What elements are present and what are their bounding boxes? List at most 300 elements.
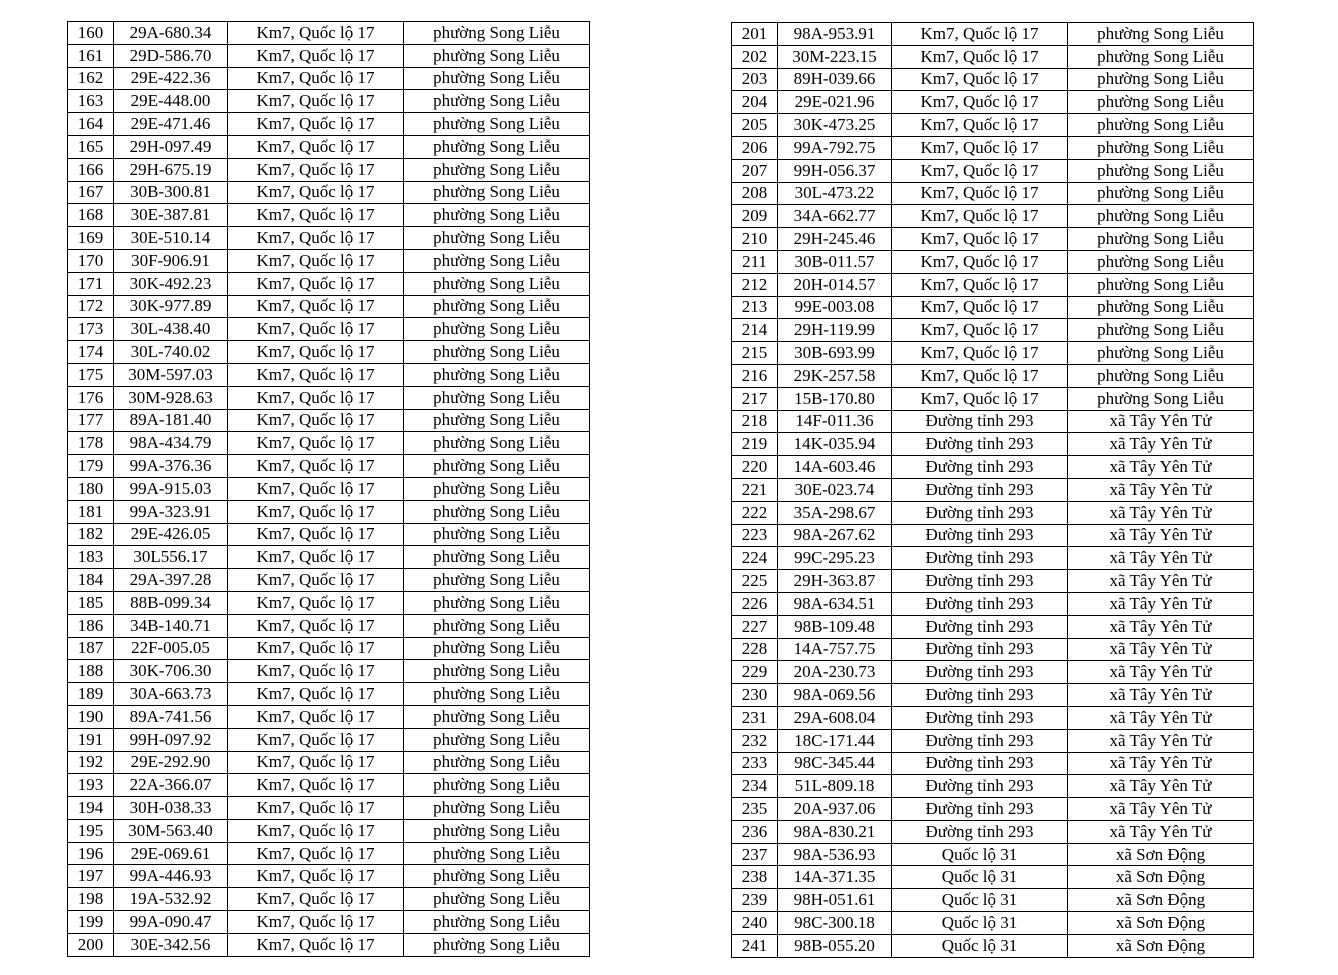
license-plate-cell: 34B-140.71 [114,614,228,637]
license-plate-cell: 29H-119.99 [778,319,892,342]
row-number-cell: 196 [68,842,114,865]
table-row [68,295,590,318]
ward-cell: phường Song Liễu [404,797,590,820]
location-cell: Km7, Quốc lộ 17 [228,295,404,318]
location-cell: Km7, Quốc lộ 17 [228,249,404,272]
table-row [732,912,1254,935]
license-plate-cell: 29E-471.46 [114,113,228,136]
location-cell: Đường tỉnh 293 [892,798,1068,821]
ward-cell: xã Tây Yên Tử [1068,547,1254,570]
table-row [68,865,590,888]
row-number-cell: 218 [732,410,778,433]
ward-cell: phường Song Liễu [1068,114,1254,137]
table-row [68,546,590,569]
table-row [68,523,590,546]
row-number-cell: 183 [68,546,114,569]
violation-table-right [731,22,1254,958]
table-row [732,342,1254,365]
license-plate-cell: 20H-014.57 [778,273,892,296]
ward-cell: phường Song Liễu [404,249,590,272]
ward-cell: phường Song Liễu [404,135,590,158]
row-number-cell: 209 [732,205,778,228]
ward-cell: phường Song Liễu [1068,205,1254,228]
license-plate-cell: 99E-003.08 [778,296,892,319]
license-plate-cell: 30M-928.63 [114,386,228,409]
ward-cell: phường Song Liễu [404,911,590,934]
location-cell: Km7, Quốc lộ 17 [892,182,1068,205]
location-cell: Km7, Quốc lộ 17 [228,683,404,706]
ward-cell: xã Tây Yên Tử [1068,456,1254,479]
location-cell: Đường tỉnh 293 [892,456,1068,479]
ward-cell: phường Song Liễu [404,204,590,227]
license-plate-cell: 99A-792.75 [778,136,892,159]
row-number-cell: 226 [732,592,778,615]
ward-cell: phường Song Liễu [404,591,590,614]
row-number-cell: 192 [68,751,114,774]
table-row [68,569,590,592]
row-number-cell: 240 [732,912,778,935]
license-plate-cell: 19A-532.92 [114,888,228,911]
location-cell: Km7, Quốc lộ 17 [228,227,404,250]
license-plate-cell: 14K-035.94 [778,433,892,456]
license-plate-cell: 98H-051.61 [778,889,892,912]
license-plate-cell: 29E-021.96 [778,91,892,114]
ward-cell: xã Tây Yên Tử [1068,798,1254,821]
row-number-cell: 217 [732,387,778,410]
ward-cell: xã Tây Yên Tử [1068,592,1254,615]
location-cell: Km7, Quốc lộ 17 [892,114,1068,137]
table-row [732,182,1254,205]
license-plate-cell: 29E-292.90 [114,751,228,774]
ward-cell: xã Tây Yên Tử [1068,410,1254,433]
ward-cell: xã Sơn Động [1068,866,1254,889]
license-plate-cell: 89A-181.40 [114,409,228,432]
row-number-cell: 195 [68,819,114,842]
license-plate-cell: 99H-056.37 [778,159,892,182]
location-cell: Km7, Quốc lộ 17 [228,158,404,181]
location-cell: Quốc lộ 31 [892,934,1068,957]
ward-cell: phường Song Liễu [1068,159,1254,182]
ward-cell: phường Song Liễu [1068,23,1254,46]
location-cell: Km7, Quốc lộ 17 [228,523,404,546]
table-row [732,820,1254,843]
row-number-cell: 160 [68,22,114,45]
location-cell: Km7, Quốc lộ 17 [228,614,404,637]
ward-cell: xã Tây Yên Tử [1068,706,1254,729]
location-cell: Km7, Quốc lộ 17 [892,296,1068,319]
license-plate-cell: 99H-097.92 [114,728,228,751]
license-plate-cell: 99A-323.91 [114,500,228,523]
location-cell: Km7, Quốc lộ 17 [228,751,404,774]
location-cell: Km7, Quốc lộ 17 [228,204,404,227]
table-row [68,158,590,181]
table-row [732,615,1254,638]
ward-cell: xã Sơn Động [1068,934,1254,957]
row-number-cell: 175 [68,363,114,386]
row-number-cell: 164 [68,113,114,136]
location-cell: Km7, Quốc lộ 17 [228,22,404,45]
table-row [732,319,1254,342]
ward-cell: phường Song Liễu [404,295,590,318]
location-cell: Km7, Quốc lộ 17 [228,363,404,386]
location-cell: Km7, Quốc lộ 17 [228,591,404,614]
table-row [68,705,590,728]
row-number-cell: 210 [732,228,778,251]
ward-cell: phường Song Liễu [404,614,590,637]
table-row [732,91,1254,114]
table-row [68,227,590,250]
location-cell: Km7, Quốc lộ 17 [228,500,404,523]
location-cell: Km7, Quốc lộ 17 [228,911,404,934]
license-plate-cell: 98A-069.56 [778,684,892,707]
location-cell: Km7, Quốc lộ 17 [228,455,404,478]
license-plate-cell: 22F-005.05 [114,637,228,660]
row-number-cell: 232 [732,729,778,752]
table-row [732,570,1254,593]
license-plate-cell: 98A-536.93 [778,843,892,866]
row-number-cell: 189 [68,683,114,706]
location-cell: Km7, Quốc lộ 17 [228,341,404,364]
ward-cell: phường Song Liễu [1068,319,1254,342]
table-row [732,638,1254,661]
table-row [68,751,590,774]
license-plate-cell: 98C-300.18 [778,912,892,935]
row-number-cell: 224 [732,547,778,570]
row-number-cell: 208 [732,182,778,205]
location-cell: Đường tỉnh 293 [892,410,1068,433]
ward-cell: xã Tây Yên Tử [1068,615,1254,638]
location-cell: Km7, Quốc lộ 17 [892,319,1068,342]
license-plate-cell: 29H-363.87 [778,570,892,593]
row-number-cell: 237 [732,843,778,866]
license-plate-cell: 99C-295.23 [778,547,892,570]
row-number-cell: 168 [68,204,114,227]
table-row [68,774,590,797]
ward-cell: phường Song Liễu [404,865,590,888]
location-cell: Km7, Quốc lộ 17 [892,273,1068,296]
row-number-cell: 223 [732,524,778,547]
row-number-cell: 191 [68,728,114,751]
table-row [68,135,590,158]
table-row [68,272,590,295]
table-row [68,67,590,90]
table-row [68,409,590,432]
row-number-cell: 184 [68,569,114,592]
table-row [68,660,590,683]
license-plate-cell: 29D-586.70 [114,44,228,67]
license-plate-cell: 15B-170.80 [778,387,892,410]
row-number-cell: 222 [732,501,778,524]
ward-cell: phường Song Liễu [404,318,590,341]
table-row [68,728,590,751]
table-row [732,273,1254,296]
row-number-cell: 179 [68,455,114,478]
table-row [732,159,1254,182]
license-plate-cell: 99A-915.03 [114,477,228,500]
ward-cell: xã Tây Yên Tử [1068,752,1254,775]
license-plate-cell: 98A-434.79 [114,432,228,455]
row-number-cell: 194 [68,797,114,820]
row-number-cell: 197 [68,865,114,888]
table-row [732,364,1254,387]
license-plate-cell: 89A-741.56 [114,705,228,728]
ward-cell: phường Song Liễu [404,842,590,865]
row-number-cell: 176 [68,386,114,409]
table-row [68,911,590,934]
license-plate-cell: 29H-675.19 [114,158,228,181]
table-row [732,524,1254,547]
ward-cell: phường Song Liễu [404,477,590,500]
location-cell: Km7, Quốc lộ 17 [228,44,404,67]
license-plate-cell: 30E-387.81 [114,204,228,227]
ward-cell: phường Song Liễu [404,751,590,774]
location-cell: Quốc lộ 31 [892,843,1068,866]
row-number-cell: 213 [732,296,778,319]
row-number-cell: 171 [68,272,114,295]
row-number-cell: 221 [732,478,778,501]
location-cell: Km7, Quốc lộ 17 [228,888,404,911]
location-cell: Km7, Quốc lộ 17 [892,364,1068,387]
location-cell: Km7, Quốc lộ 17 [228,113,404,136]
table-row [68,22,590,45]
row-number-cell: 174 [68,341,114,364]
ward-cell: phường Song Liễu [1068,136,1254,159]
row-number-cell: 166 [68,158,114,181]
ward-cell: phường Song Liễu [404,227,590,250]
table-row [68,637,590,660]
table-row [732,729,1254,752]
ward-cell: phường Song Liễu [1068,45,1254,68]
license-plate-cell: 29A-608.04 [778,706,892,729]
ward-cell: xã Tây Yên Tử [1068,433,1254,456]
location-cell: Km7, Quốc lộ 17 [228,569,404,592]
table-row [68,341,590,364]
ward-cell: phường Song Liễu [404,933,590,956]
ward-cell: xã Tây Yên Tử [1068,478,1254,501]
location-cell: Đường tỉnh 293 [892,638,1068,661]
row-number-cell: 230 [732,684,778,707]
location-cell: Đường tỉnh 293 [892,501,1068,524]
table-row [732,250,1254,273]
license-plate-cell: 89H-039.66 [778,68,892,91]
row-number-cell: 190 [68,705,114,728]
license-plate-cell: 30E-023.74 [778,478,892,501]
row-number-cell: 241 [732,934,778,957]
location-cell: Km7, Quốc lộ 17 [228,705,404,728]
row-number-cell: 233 [732,752,778,775]
license-plate-cell: 29A-397.28 [114,569,228,592]
table-row [732,45,1254,68]
location-cell: Km7, Quốc lộ 17 [892,342,1068,365]
ward-cell: phường Song Liễu [1068,387,1254,410]
table-row [68,432,590,455]
license-plate-cell: 35A-298.67 [778,501,892,524]
location-cell: Quốc lộ 31 [892,889,1068,912]
ward-cell: phường Song Liễu [1068,91,1254,114]
row-number-cell: 202 [732,45,778,68]
location-cell: Đường tỉnh 293 [892,729,1068,752]
license-plate-cell: 30L-438.40 [114,318,228,341]
table-row [68,888,590,911]
table-row [732,592,1254,615]
row-number-cell: 216 [732,364,778,387]
license-plate-cell: 14A-371.35 [778,866,892,889]
location-cell: Km7, Quốc lộ 17 [228,272,404,295]
table-row [68,797,590,820]
license-plate-cell: 30E-510.14 [114,227,228,250]
license-plate-cell: 29K-257.58 [778,364,892,387]
location-cell: Đường tỉnh 293 [892,615,1068,638]
table-row [732,798,1254,821]
row-number-cell: 178 [68,432,114,455]
location-cell: Km7, Quốc lộ 17 [892,23,1068,46]
license-plate-cell: 30L-740.02 [114,341,228,364]
ward-cell: phường Song Liễu [1068,296,1254,319]
license-plate-cell: 99A-376.36 [114,455,228,478]
location-cell: Km7, Quốc lộ 17 [892,68,1068,91]
license-plate-cell: 29E-069.61 [114,842,228,865]
location-cell: Km7, Quốc lộ 17 [892,205,1068,228]
row-number-cell: 231 [732,706,778,729]
row-number-cell: 236 [732,820,778,843]
location-cell: Quốc lộ 31 [892,912,1068,935]
row-number-cell: 229 [732,661,778,684]
row-number-cell: 187 [68,637,114,660]
license-plate-cell: 20A-230.73 [778,661,892,684]
row-number-cell: 227 [732,615,778,638]
table-row [732,433,1254,456]
row-number-cell: 186 [68,614,114,637]
ward-cell: phường Song Liễu [404,728,590,751]
location-cell: Đường tỉnh 293 [892,592,1068,615]
table-row [732,296,1254,319]
row-number-cell: 214 [732,319,778,342]
ward-cell: phường Song Liễu [404,158,590,181]
license-plate-cell: 29H-245.46 [778,228,892,251]
row-number-cell: 181 [68,500,114,523]
table-row [732,205,1254,228]
license-plate-cell: 99A-446.93 [114,865,228,888]
row-number-cell: 172 [68,295,114,318]
ward-cell: phường Song Liễu [1068,250,1254,273]
license-plate-cell: 30K-473.25 [778,114,892,137]
table-row [732,68,1254,91]
location-cell: Km7, Quốc lộ 17 [228,135,404,158]
table-row [68,181,590,204]
license-plate-cell: 30K-706.30 [114,660,228,683]
table-row [68,683,590,706]
ward-cell: xã Tây Yên Tử [1068,570,1254,593]
table-row [732,136,1254,159]
ward-cell: phường Song Liễu [404,113,590,136]
row-number-cell: 234 [732,775,778,798]
ward-cell: xã Tây Yên Tử [1068,684,1254,707]
location-cell: Đường tỉnh 293 [892,661,1068,684]
license-plate-cell: 98A-267.62 [778,524,892,547]
license-plate-cell: 29E-422.36 [114,67,228,90]
ward-cell: phường Song Liễu [404,22,590,45]
ward-cell: phường Song Liễu [404,683,590,706]
ward-cell: phường Song Liễu [404,44,590,67]
ward-cell: xã Sơn Động [1068,843,1254,866]
ward-cell: xã Tây Yên Tử [1068,638,1254,661]
row-number-cell: 180 [68,477,114,500]
location-cell: Đường tỉnh 293 [892,706,1068,729]
ward-cell: phường Song Liễu [1068,182,1254,205]
row-number-cell: 211 [732,250,778,273]
location-cell: Đường tỉnh 293 [892,820,1068,843]
license-plate-cell: 14A-603.46 [778,456,892,479]
location-cell: Km7, Quốc lộ 17 [892,45,1068,68]
table-body-right [732,23,1254,958]
row-number-cell: 163 [68,90,114,113]
license-plate-cell: 30F-906.91 [114,249,228,272]
license-plate-cell: 98B-109.48 [778,615,892,638]
ward-cell: xã Tây Yên Tử [1068,775,1254,798]
license-plate-cell: 29H-097.49 [114,135,228,158]
ward-cell: phường Song Liễu [404,637,590,660]
location-cell: Km7, Quốc lộ 17 [228,865,404,888]
row-number-cell: 228 [732,638,778,661]
ward-cell: phường Song Liễu [1068,342,1254,365]
ward-cell: xã Tây Yên Tử [1068,524,1254,547]
location-cell: Km7, Quốc lộ 17 [228,477,404,500]
location-cell: Km7, Quốc lộ 17 [228,797,404,820]
row-number-cell: 207 [732,159,778,182]
ward-cell: xã Tây Yên Tử [1068,501,1254,524]
ward-cell: phường Song Liễu [404,888,590,911]
license-plate-cell: 98A-634.51 [778,592,892,615]
location-cell: Km7, Quốc lộ 17 [228,181,404,204]
ward-cell: phường Song Liễu [404,774,590,797]
table-row [732,228,1254,251]
location-cell: Km7, Quốc lộ 17 [228,933,404,956]
table-row [68,933,590,956]
location-cell: Đường tỉnh 293 [892,547,1068,570]
ward-cell: phường Song Liễu [404,432,590,455]
ward-cell: phường Song Liễu [1068,273,1254,296]
ward-cell: phường Song Liễu [1068,228,1254,251]
ward-cell: xã Sơn Động [1068,912,1254,935]
ward-cell: phường Song Liễu [404,341,590,364]
row-number-cell: 201 [732,23,778,46]
row-number-cell: 235 [732,798,778,821]
row-number-cell: 225 [732,570,778,593]
license-plate-cell: 20A-937.06 [778,798,892,821]
ward-cell: phường Song Liễu [404,409,590,432]
license-plate-cell: 88B-099.34 [114,591,228,614]
table-row [732,410,1254,433]
ward-cell: phường Song Liễu [404,546,590,569]
ward-cell: phường Song Liễu [404,500,590,523]
license-plate-cell: 30M-223.15 [778,45,892,68]
location-cell: Km7, Quốc lộ 17 [892,250,1068,273]
table-row [68,614,590,637]
license-plate-cell: 30K-492.23 [114,272,228,295]
license-plate-cell: 14A-757.75 [778,638,892,661]
location-cell: Đường tỉnh 293 [892,524,1068,547]
location-cell: Km7, Quốc lộ 17 [228,842,404,865]
location-cell: Km7, Quốc lộ 17 [228,774,404,797]
table-row [68,455,590,478]
location-cell: Km7, Quốc lộ 17 [228,386,404,409]
row-number-cell: 177 [68,409,114,432]
location-cell: Km7, Quốc lộ 17 [892,387,1068,410]
row-number-cell: 188 [68,660,114,683]
table-row [732,684,1254,707]
table-row [732,934,1254,957]
table-row [68,842,590,865]
